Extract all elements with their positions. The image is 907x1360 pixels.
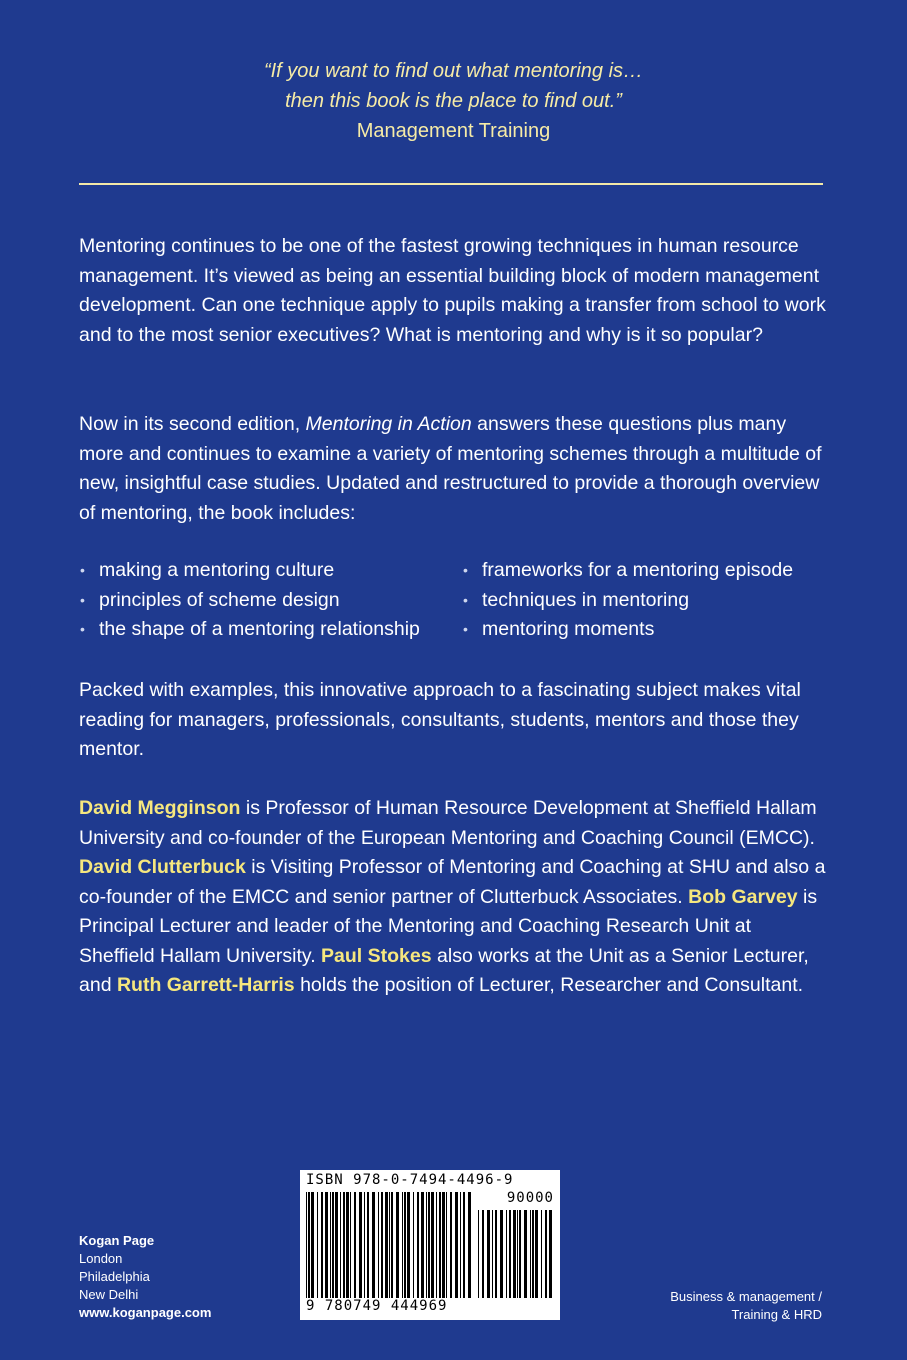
barcode-bar: [378, 1192, 379, 1298]
contents-list-right: [462, 556, 793, 645]
book-title: Mentoring in Action: [305, 413, 472, 435]
barcode-bar: [330, 1192, 331, 1298]
barcode-bar: [460, 1192, 461, 1298]
barcode-bar: [519, 1210, 521, 1298]
publisher-website[interactable]: www.koganpage.com: [79, 1305, 212, 1320]
price-code: 90000: [506, 1190, 554, 1206]
barcode-bar: [549, 1210, 552, 1298]
bullet-icon: •: [80, 591, 85, 608]
category-line-2: Training & HRD: [731, 1307, 822, 1322]
barcode-bar: [482, 1210, 484, 1298]
barcode-bar: [321, 1192, 323, 1298]
barcode-addon-bars: [478, 1210, 552, 1298]
barcode-bar: [396, 1192, 399, 1298]
barcode-bar: [404, 1192, 406, 1298]
subject-category: [670, 1288, 822, 1324]
barcode-bar: [325, 1192, 328, 1298]
barcode-bar: [513, 1210, 516, 1298]
publisher-city: Philadelphia: [79, 1269, 150, 1284]
list-item: • making a mentoring culture: [79, 556, 462, 586]
contents-list: [79, 556, 829, 645]
barcode-bar: [450, 1192, 452, 1298]
list-item: • the shape of a mentoring relationship: [79, 615, 462, 645]
category-line-1: Business & management /: [670, 1289, 822, 1304]
contents-list-left: [79, 556, 462, 645]
barcode-bar: [500, 1210, 503, 1298]
quote-source: Management Training: [356, 120, 551, 142]
intro-paragraph: Mentoring continues to be one of the fastest growing techniques in human resource management. It’s viewed as being an essential building block of modern management development. Can one technique apply to pupils making a transfer from school to work and to the most senior executives? What is mentoring and why is it so popular?: [79, 235, 826, 346]
publisher-info: [79, 1232, 211, 1322]
barcode-bar: [354, 1192, 356, 1298]
barcode-bar: [364, 1192, 365, 1298]
barcode-bar: [492, 1210, 493, 1298]
barcode-bar: [442, 1192, 445, 1298]
barcode-bar: [495, 1210, 497, 1298]
barcode-bar: [439, 1192, 441, 1298]
bullet-icon: •: [463, 591, 468, 608]
isbn-barcode: [300, 1170, 560, 1320]
list-item: • frameworks for a mentoring episode: [462, 556, 793, 586]
quote-line-2: then this book is the place to find out.”: [285, 90, 622, 112]
author-name: Bob Garvey: [688, 885, 798, 908]
barcode-bar: [308, 1192, 310, 1298]
author-name: Paul Stokes: [321, 944, 432, 967]
author-name: David Clutterbuck: [79, 856, 246, 878]
barcode-bar: [524, 1210, 527, 1298]
barcode-bar: [346, 1192, 349, 1298]
barcode-bar: [530, 1210, 531, 1298]
edition-paragraph: [79, 410, 829, 528]
quote-line-1: “If you want to find out what mentoring is…: [263, 60, 644, 82]
bullet-icon: •: [80, 621, 85, 637]
bullet-icon: •: [463, 562, 468, 578]
barcode-bar: [545, 1210, 547, 1298]
barcode-bar: [340, 1192, 341, 1298]
barcode-bar: [350, 1192, 351, 1298]
barcode-bar: [487, 1210, 490, 1298]
barcode-bar: [335, 1192, 338, 1298]
barcode-bar: [343, 1192, 345, 1298]
barcode-bar: [413, 1192, 414, 1298]
bullet-icon: •: [463, 621, 468, 637]
barcode-main-bars: [306, 1192, 472, 1298]
divider-rule: [79, 183, 823, 185]
barcode-bar: [506, 1210, 507, 1298]
barcode-bar: [428, 1192, 430, 1298]
barcode-bar: [389, 1192, 390, 1298]
barcode-bar: [402, 1192, 403, 1298]
barcode-bar: [436, 1192, 437, 1298]
barcode-bar: [391, 1192, 393, 1298]
barcode-bar: [417, 1192, 419, 1298]
isbn-number: ISBN 978-0-7494-4496-9: [306, 1172, 514, 1188]
list-item: • mentoring moments: [462, 615, 793, 645]
barcode-bar: [517, 1210, 518, 1298]
summary-paragraph: Packed with examples, this innovative approach to a fascinating subject makes vital reading for managers, professionals, consultants, students, mentors and those they mentor.: [79, 679, 801, 760]
publisher-city: New Delhi: [79, 1287, 139, 1302]
publisher-name: Kogan Page: [79, 1233, 155, 1248]
barcode-bar: [385, 1192, 388, 1298]
barcode-bar: [367, 1192, 369, 1298]
review-quote: [0, 56, 907, 146]
barcode-bar: [407, 1192, 410, 1298]
barcode-bar: [478, 1210, 479, 1298]
barcode-bar: [317, 1192, 318, 1298]
barcode-bar: [421, 1192, 424, 1298]
barcode-bar: [509, 1210, 511, 1298]
barcode-bar: [359, 1192, 362, 1298]
author-name: Ruth Garrett-Harris: [116, 974, 295, 996]
barcode-bar: [311, 1192, 314, 1298]
edition-text-before: Now in its second edition,: [79, 413, 306, 435]
barcode-bar: [431, 1192, 434, 1298]
edition-text-after: answers these questions plus many more and continues to examine a variety of mentoring schemes through a multitude of new, insightful case studies. Updated and restructured to provide a thorough overview of mentoring, the book includes:: [79, 413, 822, 524]
publisher-city: London: [79, 1251, 123, 1266]
ean-number: 9 780749 444969: [306, 1298, 448, 1314]
barcode-bar: [463, 1192, 465, 1298]
barcode-bar: [332, 1192, 334, 1298]
bullet-icon: •: [80, 562, 85, 578]
list-item: • techniques in mentoring: [462, 586, 793, 616]
barcode-bar: [381, 1192, 383, 1298]
barcode-bar: [306, 1192, 307, 1298]
authors-paragraph: David Megginson is Professor of Human Resource Development at Sheffield Hallam University and co-founder of the European Mentoring and Coaching Council (EMCC). David Clutterbuck is Visiting Professor of Mentoring and Coaching at SHU and also a co-founder of the EMCC and senior partner of Clutterbuck Associates. Bob Garvey is Principal Lecturer and leader of the Mentoring and Coaching Research Unit at Sheffield Hallam University. Paul Stokes also works at the Unit as a Senior Lecturer, and Ruth Garrett-Harris holds the position of Lecturer, Researcher and Consultant.: [79, 797, 826, 996]
author-name: David Megginson: [79, 797, 241, 819]
barcode-bar: [532, 1210, 534, 1298]
barcode-bar: [426, 1192, 427, 1298]
barcode-bar: [541, 1210, 542, 1298]
barcode-bar: [535, 1210, 538, 1298]
barcode-bar: [455, 1192, 458, 1298]
barcode-bar: [372, 1192, 375, 1298]
barcode-bar: [468, 1192, 471, 1298]
list-item: • principles of scheme design: [79, 586, 462, 616]
barcode-bar: [446, 1192, 447, 1298]
